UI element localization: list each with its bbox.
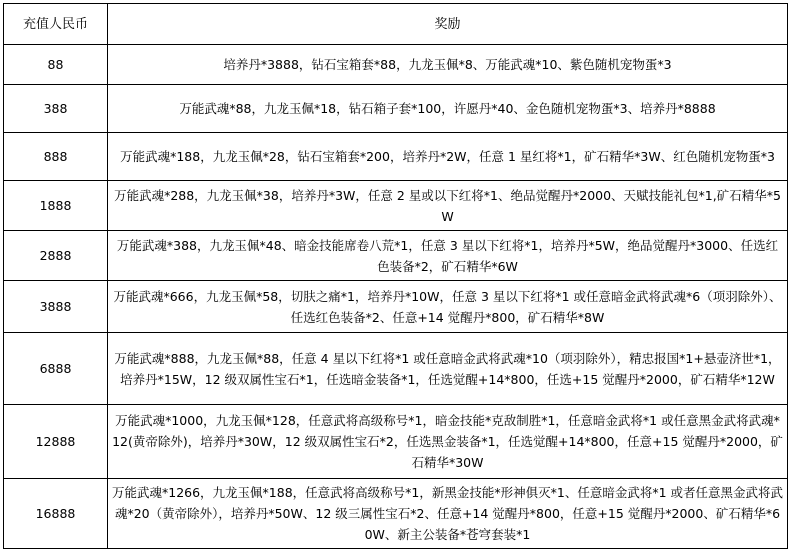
recharge-amount-cell: 1888 (4, 181, 108, 231)
table-row (4, 45, 788, 85)
reward-cell: 万能武魂*666，九龙玉佩*58，切肤之痛*1，培养丹*10W，任意 3 星以下红将*1 或任意暗金武将武魂*6（项羽除外）、任选红色装备*2、任意+14 觉醒丹*800，矿石精华*8W (108, 281, 788, 333)
table-row (4, 85, 788, 133)
reward-cell: 万能武魂*1266，九龙玉佩*188，任意武将高级称号*1，新黑金技能*形神俱灭*1、任意暗金武将*1 或者任意黑金武将武魂*20（黄帝除外），培养丹*50W、12 级三属性宝石*2、任意+14 觉醒丹*800，任意+15 觉醒丹*2000、矿石精华*60W、新主公装备*苍穹套装*1 (108, 479, 788, 549)
reward-cell: 万能武魂*888，九龙玉佩*88，任意 4 星以下红将*1 或任意暗金武将武魂*10（项羽除外），精忠报国*1+悬壶济世*1，培养丹*15W，12 级双属性宝石*1，任选暗金装备*1，任选觉醒+14*800，任选+15 觉醒丹*2000，矿石精华*12W (108, 333, 788, 405)
recharge-amount-cell: 16888 (4, 479, 108, 549)
table-row (4, 181, 788, 231)
recharge-amount-cell: 3888 (4, 281, 108, 333)
table-row (4, 281, 788, 333)
recharge-amount-cell: 2888 (4, 231, 108, 281)
reward-cell: 万能武魂*1000，九龙玉佩*128，任意武将高级称号*1，暗金技能*克敌制胜*1，任意暗金武将*1 或任意黑金武将武魂*12(黄帝除外)，培养丹*30W，12 级双属性宝石*2，任选黑金装备*1，任选觉醒+14*800，任意+15 觉醒丹*2000，矿石精华*30W (108, 405, 788, 479)
reward-cell: 培养丹*3888，钻石宝箱套*88，九龙玉佩*8、万能武魂*10、紫色随机宠物蛋*3 (108, 45, 788, 85)
reward-cell: 万能武魂*188，九龙玉佩*28，钻石宝箱套*200，培养丹*2W，任意 1 星红将*1，矿石精华*3W、红色随机宠物蛋*3 (108, 133, 788, 181)
recharge-amount-cell: 88 (4, 45, 108, 85)
recharge-amount-cell: 888 (4, 133, 108, 181)
reward-cell: 万能武魂*88，九龙玉佩*18，钻石箱子套*100，许愿丹*40、金色随机宠物蛋*3、培养丹*8888 (108, 85, 788, 133)
table-row (4, 405, 788, 479)
table-row (4, 479, 788, 549)
reward-cell: 万能武魂*288，九龙玉佩*38，培养丹*3W，任意 2 星或以下红将*1、绝品觉醒丹*2000、天赋技能礼包*1,矿石精华*5W (108, 181, 788, 231)
reward-cell: 万能武魂*388，九龙玉佩*48、暗金技能席卷八荒*1，任意 3 星以下红将*1，培养丹*5W，绝品觉醒丹*3000、任选红色装备*2，矿石精华*6W (108, 231, 788, 281)
header-recharge-amount: 充值人民币 (4, 4, 108, 45)
reward-table-wrapper (3, 3, 788, 549)
table-row (4, 133, 788, 181)
table-row (4, 333, 788, 405)
table-row (4, 231, 788, 281)
table-header-row (4, 4, 788, 45)
recharge-reward-table (3, 3, 788, 549)
recharge-amount-cell: 388 (4, 85, 108, 133)
header-reward: 奖励 (108, 4, 788, 45)
recharge-amount-cell: 12888 (4, 405, 108, 479)
recharge-amount-cell: 6888 (4, 333, 108, 405)
